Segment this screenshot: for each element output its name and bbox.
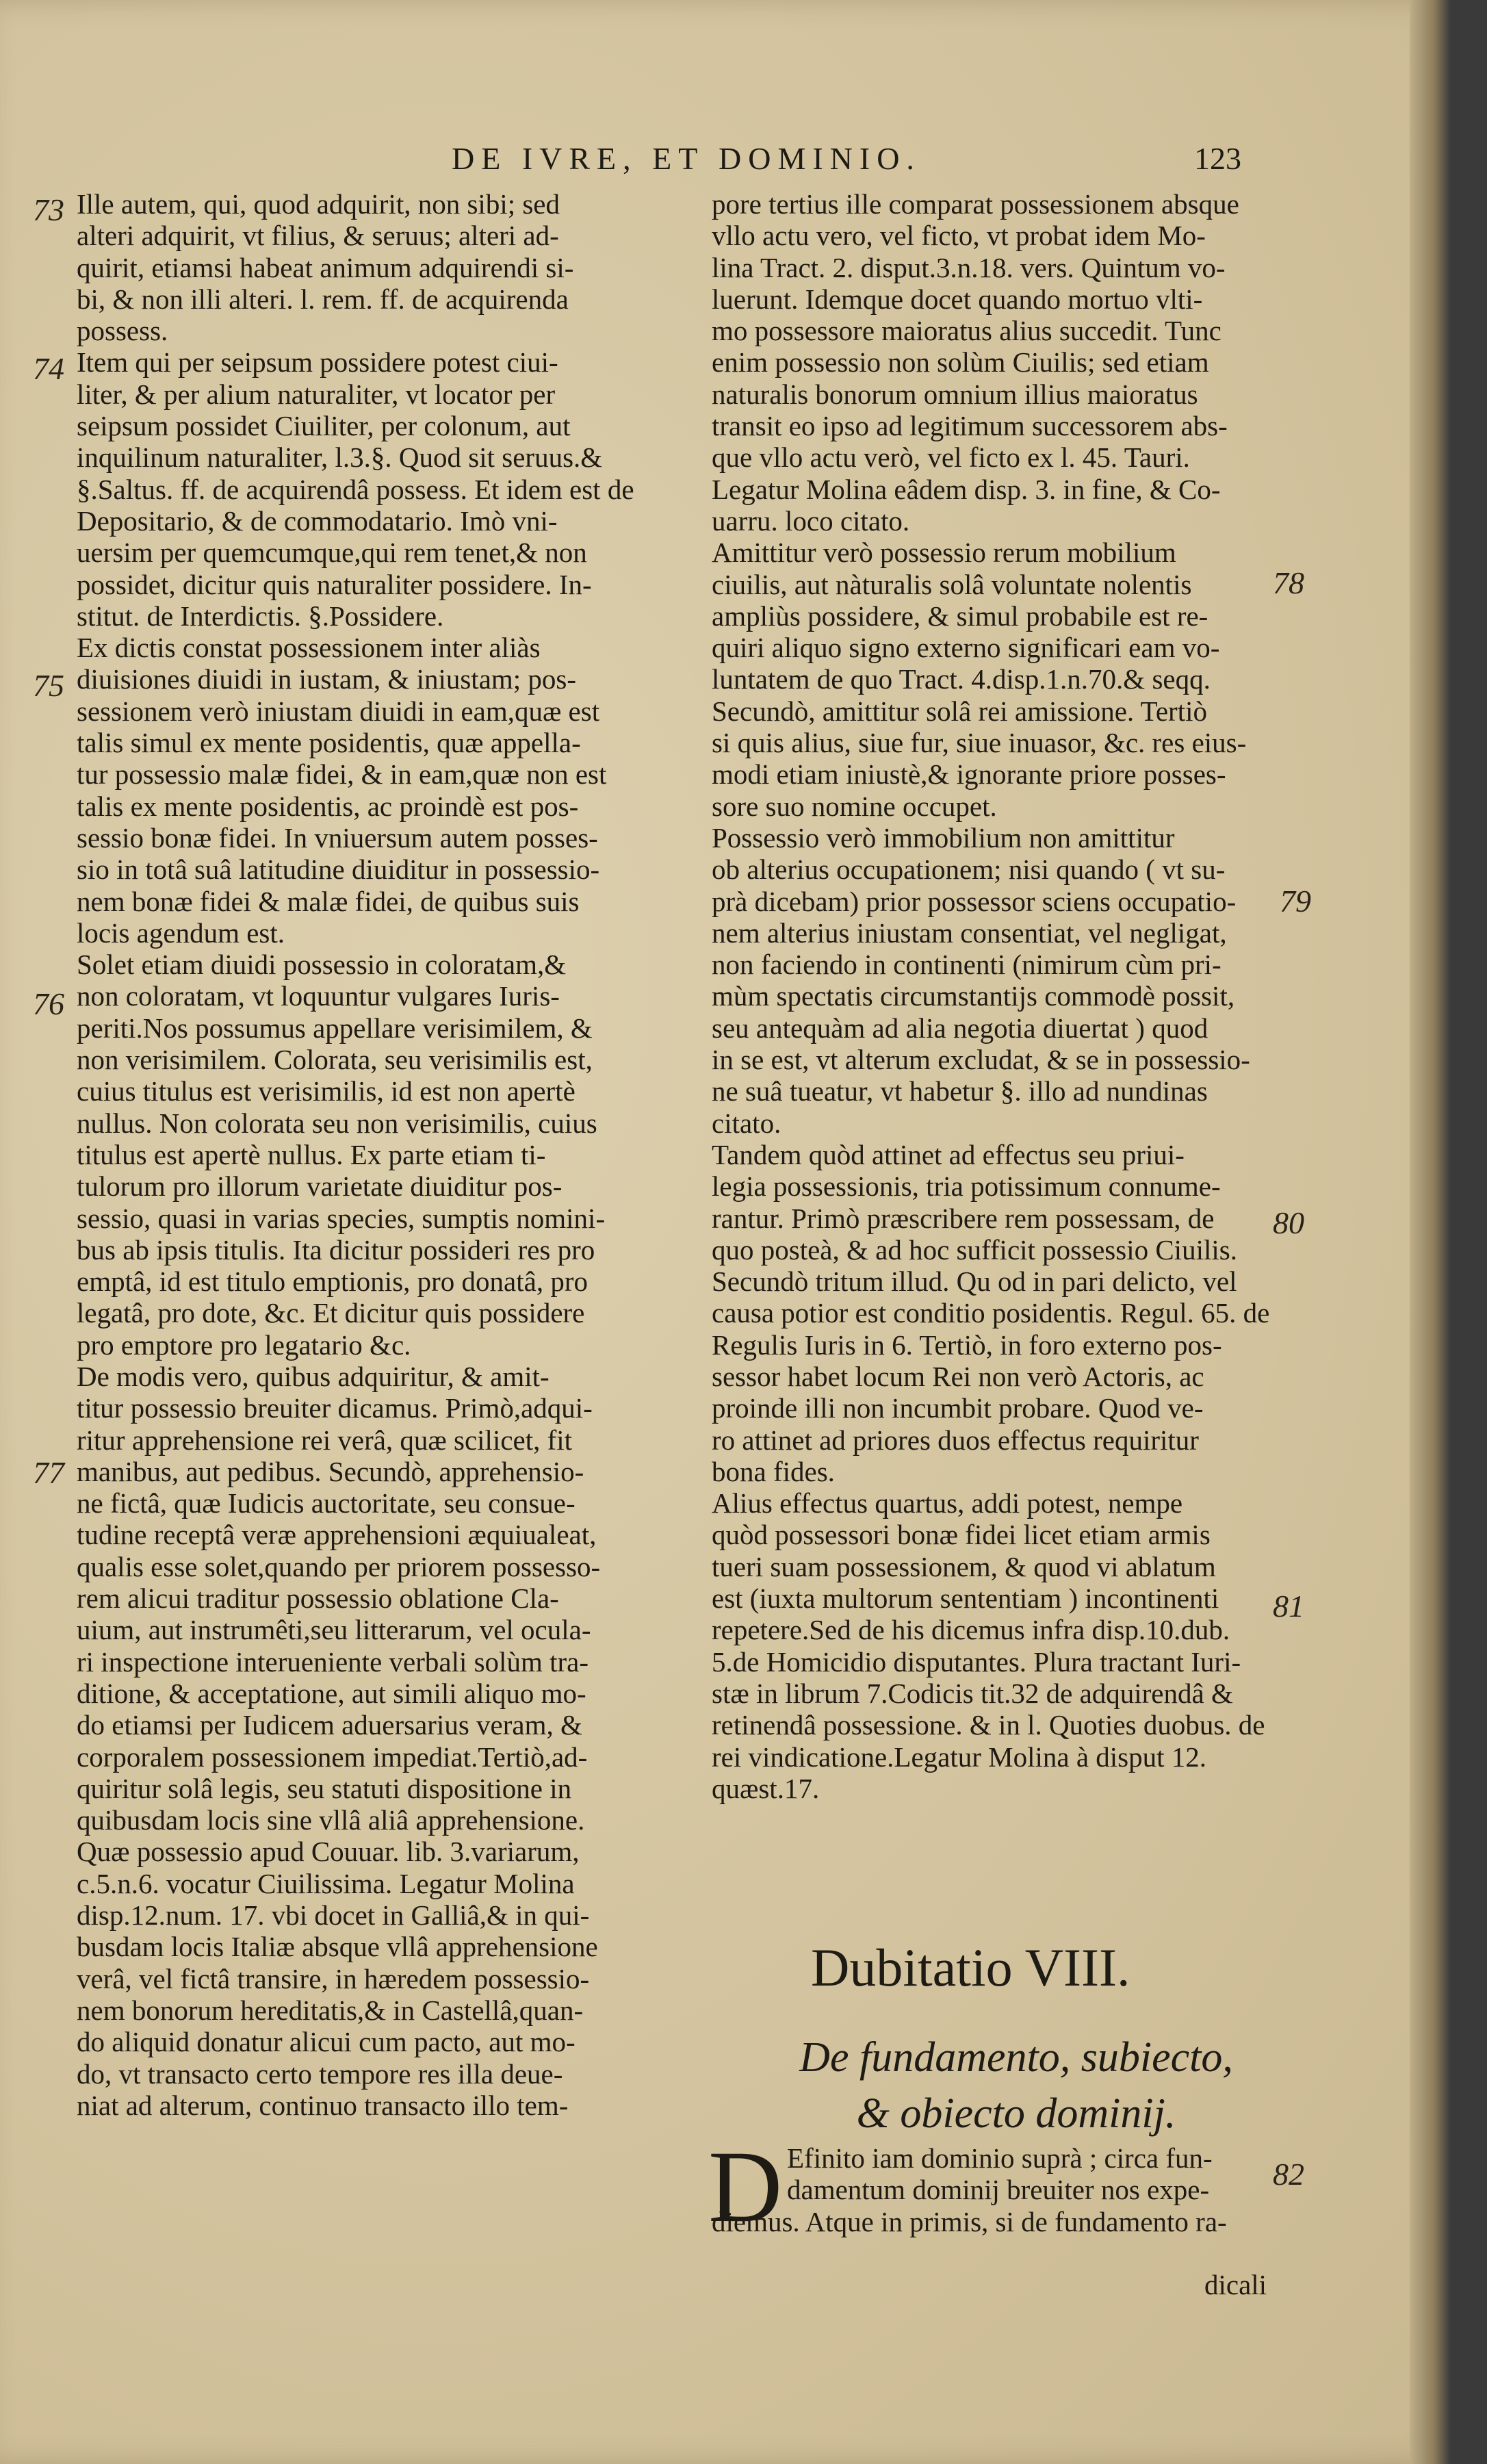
text-line: De modis vero, quibus adquiritur, & amit- bbox=[77, 1360, 549, 1392]
text-line: vllo actu vero, vel ficto, vt probat idem Mo- bbox=[712, 220, 1206, 252]
dropcap-line-2: damentum dominij breuiter nos expe- bbox=[787, 2174, 1210, 2206]
text-line: causa potior est conditio posidentis. Regul. 65. de bbox=[712, 1297, 1270, 1329]
text-line: §.Saltus. ff. de acquirendâ possess. Et idem est de bbox=[77, 473, 634, 505]
text-line: quæst.17. bbox=[712, 1772, 820, 1804]
text-line: seipsum possidet Ciuiliter, per colonum, aut bbox=[77, 410, 571, 442]
text-line: ne fictâ, quæ Iudicis auctoritate, seu consue- bbox=[77, 1487, 576, 1519]
text-line: est (iuxta multorum sententiam ) incontinenti bbox=[712, 1582, 1219, 1615]
text-line: possess. bbox=[77, 315, 168, 347]
page-edge bbox=[1410, 0, 1451, 2464]
text-line: quo posteà, & ad hoc sufficit possessio Ciuilis. bbox=[712, 1233, 1237, 1266]
text-line: enim possessio non solùm Ciuilis; sed etiam bbox=[712, 346, 1209, 378]
text-line: Secundò, amittitur solâ rei amissione. Tertiò bbox=[712, 695, 1207, 727]
dropcap-paragraph bbox=[712, 2142, 1227, 2237]
text-line: ne suâ tueatur, vt habetur §. illo ad nundinas bbox=[712, 1075, 1208, 1107]
margin-number-78: 78 bbox=[1273, 565, 1304, 600]
text-line: corporalem possessionem impediat.Tertiò,ad- bbox=[77, 1741, 588, 1773]
text-line: possidet, dicitur quis naturaliter possidere. In- bbox=[77, 568, 592, 600]
text-line: c.5.n.6. vocatur Ciuilissima. Legatur Molina bbox=[77, 1867, 575, 1899]
text-line: uium, aut instrumêti,seu litterarum, vel ocula- bbox=[77, 1614, 591, 1646]
text-line: quirit, etiamsi habeat animum adquirendi si- bbox=[77, 251, 574, 283]
text-line: Secundò tritum illud. Qu od in pari delicto, vel bbox=[712, 1266, 1237, 1298]
text-line: stitut. de Interdictis. §.Possidere. bbox=[77, 600, 444, 632]
text-line: Alius effectus quartus, addi potest, nempe bbox=[712, 1487, 1183, 1519]
text-line: non faciendo in continenti (nimirum cùm pri- bbox=[712, 949, 1221, 981]
text-line: titur possessio breuiter dicamus. Primò,adqui- bbox=[77, 1392, 593, 1424]
text-line: rei vindicatione.Legatur Molina à disput 12. bbox=[712, 1741, 1207, 1773]
text-line: busdam locis Italiæ absque vllâ apprehensione bbox=[77, 1931, 598, 1963]
text-line: 5.de Homicidio disputantes. Plura tractant Iuri- bbox=[712, 1645, 1241, 1678]
text-line: ditione, & acceptatione, aut simili aliquo mo- bbox=[77, 1677, 586, 1709]
text-line: inquilinum naturaliter, l.3.§. Quod sit seruus.& bbox=[77, 441, 603, 474]
text-line: ciuilis, aut nàturalis solâ voluntate nolentis bbox=[712, 568, 1192, 600]
text-line: periti.Nos possumus appellare verisimilem, & bbox=[77, 1012, 593, 1044]
drop-capital: D bbox=[708, 2130, 783, 2244]
text-line: nem alterius iniustam consentiat, vel negligat, bbox=[712, 916, 1227, 949]
text-line: non coloratam, vt loquuntur vulgares Iuris- bbox=[77, 980, 560, 1012]
text-line: quiritur solâ legis, seu statuti dispositione in bbox=[77, 1772, 572, 1804]
text-line: si quis alius, siue fur, siue inuasor, &c. res eius- bbox=[712, 727, 1247, 759]
text-line: rem alicui traditur possessio oblatione Cla- bbox=[77, 1582, 559, 1615]
text-line: luerunt. Idemque docet quando mortuo vlti- bbox=[712, 283, 1203, 315]
margin-number-81: 81 bbox=[1273, 1589, 1304, 1624]
text-line: Quæ possessio apud Couuar. lib. 3.variarum, bbox=[77, 1836, 580, 1868]
text-line: ampliùs possidere, & simul probabile est re- bbox=[712, 600, 1208, 632]
text-line: sessionem verò iniustam diuidi in eam,quæ est bbox=[77, 695, 600, 727]
text-line: Possessio verò immobilium non amittitur bbox=[712, 821, 1175, 854]
text-line: proinde illi non incumbit probare. Quod ve- bbox=[712, 1392, 1204, 1424]
text-line: Item qui per seipsum possidere potest ciui- bbox=[77, 346, 558, 378]
text-line: disp.12.num. 17. vbi docet in Galliâ,& in qui- bbox=[77, 1899, 590, 1932]
text-line: retinendâ possessione. & in l. Quoties duobus. de bbox=[712, 1709, 1265, 1741]
text-line: Ex dictis constat possessionem inter aliàs bbox=[77, 632, 541, 664]
text-line: ritur apprehensione rei verâ, quæ scilicet, fit bbox=[77, 1424, 573, 1456]
text-line: talis simul ex mente posidentis, quæ appella- bbox=[77, 727, 581, 759]
text-line: quòd possessori bonæ fidei licet etiam armis bbox=[712, 1519, 1211, 1551]
text-line: sore suo nomine occupet. bbox=[712, 790, 997, 822]
text-line: Amittitur verò possessio rerum mobilium bbox=[712, 537, 1176, 569]
text-line: seu antequàm ad alia negotia diuertat ) quod bbox=[712, 1012, 1208, 1044]
dubitatio-subheading bbox=[756, 2029, 1276, 2142]
text-line: locis agendum est. bbox=[77, 916, 285, 949]
text-line: talis ex mente posidentis, ac proindè est pos- bbox=[77, 790, 579, 822]
dubitatio-heading: Dubitatio VIII. bbox=[811, 1938, 1130, 1997]
text-line: uersim per quemcumque,qui rem tenet,& non bbox=[77, 537, 587, 569]
text-line: manibus, aut pedibus. Secundò, apprehensio- bbox=[77, 1455, 584, 1487]
text-line: diuisiones diuidi in iustam, & iniustam; pos- bbox=[77, 663, 577, 695]
text-line: in se est, vt alterum excludat, & se in possessio- bbox=[712, 1044, 1250, 1076]
text-line: que vllo actu verò, vel ficto ex l. 45. Tauri. bbox=[712, 441, 1190, 474]
margin-number-82: 82 bbox=[1273, 2157, 1304, 2192]
catchword-text: dicali bbox=[1204, 2269, 1267, 2300]
margin-number-80: 80 bbox=[1273, 1205, 1304, 1240]
margin-number-76: 76 bbox=[33, 986, 64, 1021]
text-line: pore tertius ille comparat possessionem absque bbox=[712, 188, 1239, 220]
text-line: bona fides. bbox=[712, 1455, 835, 1487]
text-line: rantur. Primò præscribere rem possessam, de bbox=[712, 1202, 1215, 1234]
text-line: tulorum pro illorum varietate diuiditur pos- bbox=[77, 1170, 563, 1203]
text-line: cuius titulus est verisimilis, id est non apertè bbox=[77, 1075, 576, 1107]
text-line: Ille autem, qui, quod adquirit, non sibi; sed bbox=[77, 188, 560, 220]
running-head: DE IVRE, ET DOMINIO. bbox=[452, 141, 921, 176]
text-line: sessio bonæ fidei. In vniuersum autem posses- bbox=[77, 821, 598, 854]
text-line: bus ab ipsis titulis. Ita dicitur possideri res pro bbox=[77, 1233, 595, 1266]
text-line: do etiamsi per Iudicem aduersarius veram, & bbox=[77, 1709, 582, 1741]
text-line: alteri adquirit, vt filius, & seruus; alteri ad- bbox=[77, 220, 559, 252]
margin-number-73: 73 bbox=[33, 192, 64, 227]
text-line: niat ad alterum, continuo transacto illo tem- bbox=[77, 2089, 569, 2121]
text-line: transit eo ipso ad legitimum successorem abs- bbox=[712, 410, 1228, 442]
text-line: nullus. Non colorata seu non verisimilis, cuius bbox=[77, 1107, 597, 1139]
text-line: naturalis bonorum omnium illius maioratus bbox=[712, 378, 1198, 410]
right-text-column bbox=[712, 188, 1273, 1804]
text-line: legia possessionis, tria potissimum connume- bbox=[712, 1170, 1221, 1203]
text-line: mo possessore maioratus alius succedit. Tunc bbox=[712, 315, 1221, 347]
text-line: sessio, quasi in varias species, sumptis nomini- bbox=[77, 1202, 606, 1234]
margin-number-74: 74 bbox=[33, 351, 64, 386]
text-line: tur possessio malæ fidei, & in eam,quæ non est bbox=[77, 758, 607, 791]
text-line: Tandem quòd attinet ad effectus seu priui- bbox=[712, 1138, 1185, 1170]
text-line: modi etiam iniustè,& ignorante priore posses- bbox=[712, 758, 1226, 791]
text-line: mùm spectatis circumstantijs commodè possit, bbox=[712, 980, 1235, 1012]
text-line: titulus est apertè nullus. Ex parte etiam ti- bbox=[77, 1138, 546, 1170]
text-line: do aliquid donatur alicui cum pacto, aut mo- bbox=[77, 2026, 576, 2058]
subheading-line-1: De fundamento, subiecto, bbox=[799, 2034, 1233, 2081]
text-line: tudine receptâ veræ apprehensioni æquiualeat, bbox=[77, 1519, 597, 1551]
text-line: sessor habet locum Rei non verò Actoris, ac bbox=[712, 1360, 1204, 1392]
margin-number-79: 79 bbox=[1280, 884, 1311, 919]
text-line: Regulis Iuris in 6. Tertiò, in foro externo pos- bbox=[712, 1329, 1222, 1361]
text-line: qualis esse solet,quando per priorem possesso- bbox=[77, 1550, 601, 1582]
text-line: Legatur Molina eâdem disp. 3. in fine, & Co- bbox=[712, 473, 1221, 505]
subheading-line-2: & obiecto dominij. bbox=[856, 2090, 1176, 2137]
left-text-column bbox=[77, 188, 686, 2121]
text-line: liter, & per alium naturaliter, vt locator per bbox=[77, 378, 556, 410]
text-line: lina Tract. 2. disput.3.n.18. vers. Quintum vo- bbox=[712, 251, 1226, 283]
text-line: emptâ, id est titulo emptionis, pro donatâ, pro bbox=[77, 1266, 588, 1298]
text-line: do, vt transacto certo tempore res illa deue- bbox=[77, 2057, 563, 2090]
text-line: pro emptore pro legatario &c. bbox=[77, 1329, 411, 1361]
margin-number-75: 75 bbox=[33, 668, 64, 703]
text-line: Solet etiam diuidi possessio in coloratam,& bbox=[77, 949, 567, 981]
text-line: quibusdam locis sine vllâ aliâ apprehensione. bbox=[77, 1804, 585, 1836]
text-line: repetere.Sed de his dicemus infra disp.10.dub. bbox=[712, 1614, 1230, 1646]
text-line: nem bonæ fidei & malæ fidei, de quibus suis bbox=[77, 885, 580, 917]
text-line: verâ, vel fictâ transire, in hæredem possessio- bbox=[77, 1962, 590, 1994]
text-line: ob alterius occupationem; nisi quando ( vt su- bbox=[712, 854, 1226, 886]
text-line: luntatem de quo Tract. 4.disp.1.n.70.& seqq. bbox=[712, 663, 1211, 695]
text-line: sio in totâ suâ latitudine diuiditur in possessio- bbox=[77, 854, 600, 886]
text-line: tueri suam possessionem, & quod vi ablatum bbox=[712, 1550, 1216, 1582]
text-line: quiri aliquo signo externo significari eam vo- bbox=[712, 632, 1220, 664]
catchword bbox=[1204, 2269, 1267, 2300]
text-line: ro attinet ad priores duos effectus requiritur bbox=[712, 1424, 1199, 1456]
text-line: non verisimilem. Colorata, seu verisimilis est, bbox=[77, 1044, 593, 1076]
text-line: ri inspectione interueniente verbali solùm tra- bbox=[77, 1645, 589, 1678]
dropcap-line-3: diemus. Atque in primis, si de fundamento ra- bbox=[712, 2205, 1227, 2237]
text-line: stæ in librum 7.Codicis tit.32 de adquirendâ & bbox=[712, 1677, 1233, 1709]
text-line: nem bonorum hereditatis,& in Castellâ,quan- bbox=[77, 1994, 584, 2026]
text-line: bi, & non illi alteri. l. rem. ff. de acquirenda bbox=[77, 283, 569, 315]
dropcap-line-1: Efinito iam dominio suprà ; circa fun- bbox=[787, 2142, 1213, 2174]
text-line: prà dicebam) prior possessor sciens occupatio- bbox=[712, 885, 1237, 917]
text-line: citato. bbox=[712, 1107, 781, 1139]
text-line: uarru. loco citato. bbox=[712, 504, 910, 537]
margin-number-77: 77 bbox=[33, 1455, 64, 1490]
page-number: 123 bbox=[1194, 141, 1241, 176]
text-line: Depositario, & de commodatario. Imò vni- bbox=[77, 504, 558, 537]
text-line: legatâ, pro dote, &c. Et dicitur quis possidere bbox=[77, 1297, 585, 1329]
